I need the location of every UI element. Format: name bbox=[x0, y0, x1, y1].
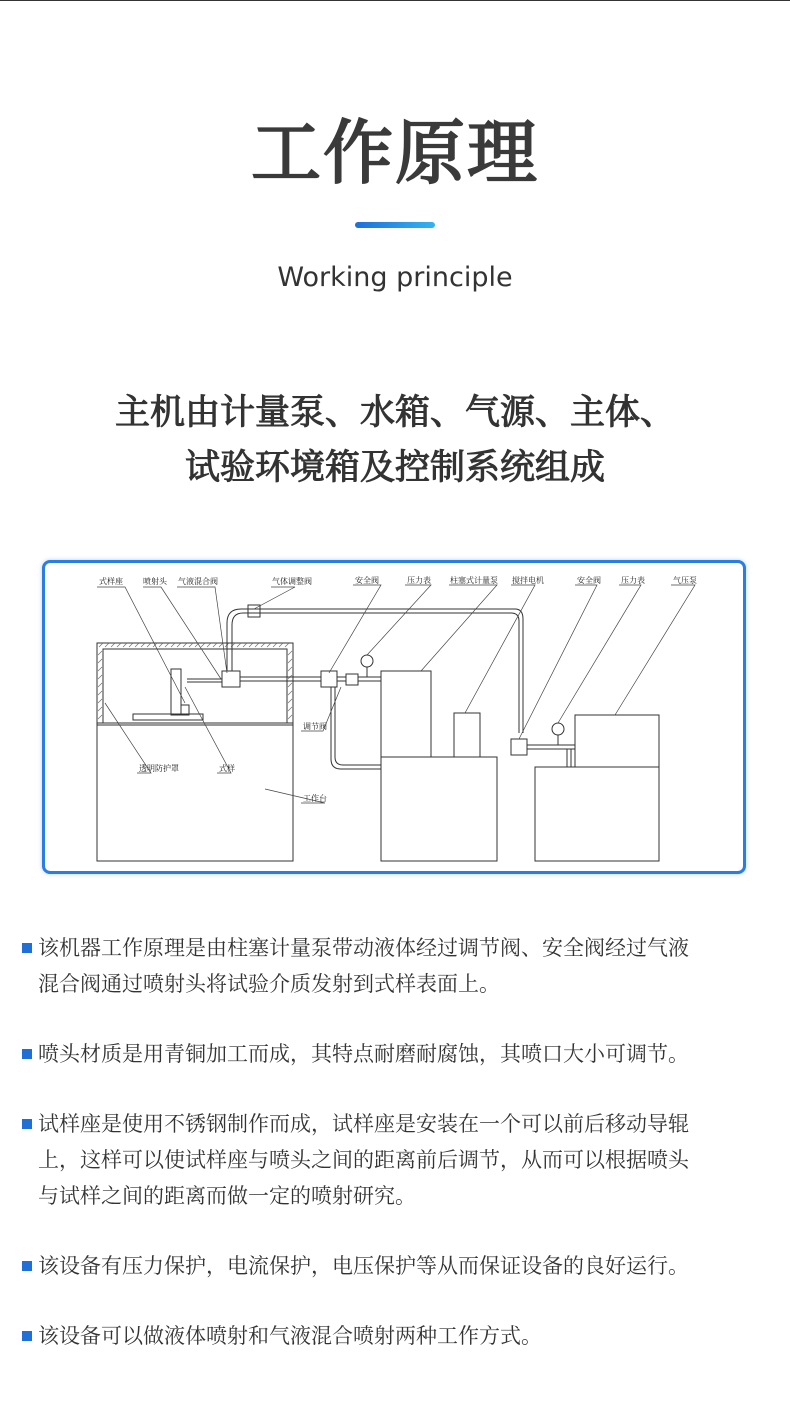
leader-lines bbox=[97, 585, 695, 803]
safety-valve-2-shape bbox=[511, 739, 527, 755]
page-subtitle: Working principle bbox=[277, 262, 513, 293]
bullet-square-icon bbox=[22, 1261, 32, 1271]
plunger-pump-shape bbox=[381, 671, 431, 757]
pressure-gauge-2-shape bbox=[552, 723, 564, 735]
bullet-square-icon bbox=[22, 1331, 32, 1341]
liquid-pipe-left bbox=[240, 677, 321, 681]
bullet-item: 喷头材质是用青铜加工而成，其特点耐磨耐腐蚀，其喷口大小可调节。 bbox=[22, 1036, 782, 1072]
regulating-valve-shape bbox=[346, 674, 358, 685]
label-sample: 式样 bbox=[219, 764, 235, 773]
label-sample-seat: 式样座 bbox=[99, 577, 123, 586]
headline-line-2: 试验环境箱及控制系统组成 bbox=[184, 448, 605, 488]
nozzle-pipe bbox=[187, 679, 222, 682]
page-title: 工作原理 bbox=[251, 112, 539, 194]
label-pressure-gauge-2: 压力表 bbox=[621, 576, 645, 585]
title-accent-bar bbox=[355, 222, 435, 228]
bullet-square-icon bbox=[22, 943, 32, 953]
bullet-item: 试样座是使用不锈钢制作而成，试样座是安装在一个可以前后移动导辊 上，这样可以使试样座与喷头之间的距离前后调节，从而可以根据喷头 与试样之间的距离而做一定的喷射研究。 bbox=[22, 1106, 782, 1214]
label-stirring-motor: 搅拌电机 bbox=[512, 576, 544, 585]
safety-valve-1-shape bbox=[321, 671, 337, 687]
gas-pipe bbox=[227, 609, 523, 733]
workbench-shape bbox=[97, 723, 293, 861]
mixing-valve-shape bbox=[222, 671, 240, 687]
working-principle-diagram bbox=[42, 560, 746, 874]
label-pressure-gauge-1: 压力表 bbox=[407, 576, 431, 585]
right-bench-shape bbox=[535, 767, 659, 861]
label-transparent-cover: 透明防护罩 bbox=[139, 764, 179, 773]
composition-headline bbox=[0, 386, 790, 496]
label-regulating-valve: 调节阀 bbox=[303, 722, 327, 731]
top-divider bbox=[0, 0, 790, 1]
label-nozzle: 喷射头 bbox=[143, 577, 167, 586]
label-air-pump: 气压泵 bbox=[673, 576, 697, 585]
headline-line-1: 主机由计量泵、水箱、气源、主体、 bbox=[114, 393, 675, 433]
cover-outer bbox=[97, 643, 293, 725]
label-plunger-pump: 柱塞式计量泵 bbox=[450, 576, 498, 585]
pressure-gauge-1-shape bbox=[361, 655, 373, 667]
label-gas-liquid-valve: 气液混合阀 bbox=[178, 577, 218, 586]
air-pipe bbox=[527, 745, 575, 749]
label-gas-regulator: 气体调整阀 bbox=[272, 577, 312, 586]
water-tank-shape bbox=[381, 757, 497, 861]
label-safety-valve-1: 安全阀 bbox=[355, 576, 379, 585]
stirring-motor-shape bbox=[454, 713, 480, 757]
bullet-item: 该设备有压力保护，电流保护，电压保护等从而保证设备的良好运行。 bbox=[22, 1248, 782, 1284]
return-pipe bbox=[331, 687, 381, 769]
bullet-item: 该机器工作原理是由柱塞计量泵带动液体经过调节阀、安全阀经过气液 混合阀通过喷射头将试验介质发射到式样表面上。 bbox=[22, 930, 782, 1002]
cover-inner bbox=[103, 649, 287, 723]
label-workbench: 工作台 bbox=[303, 794, 327, 803]
sample-rail bbox=[133, 714, 203, 720]
bullet-square-icon bbox=[22, 1049, 32, 1059]
valve-pipe bbox=[337, 677, 381, 681]
air-pump-shape bbox=[575, 715, 659, 767]
bullet-item: 该设备可以做液体喷射和气液混合喷射两种工作方式。 bbox=[22, 1318, 782, 1354]
bullet-square-icon bbox=[22, 1119, 32, 1129]
principle-bullet-list bbox=[22, 930, 782, 1354]
diagram-svg bbox=[45, 563, 743, 871]
label-safety-valve-2: 安全阀 bbox=[577, 576, 601, 585]
